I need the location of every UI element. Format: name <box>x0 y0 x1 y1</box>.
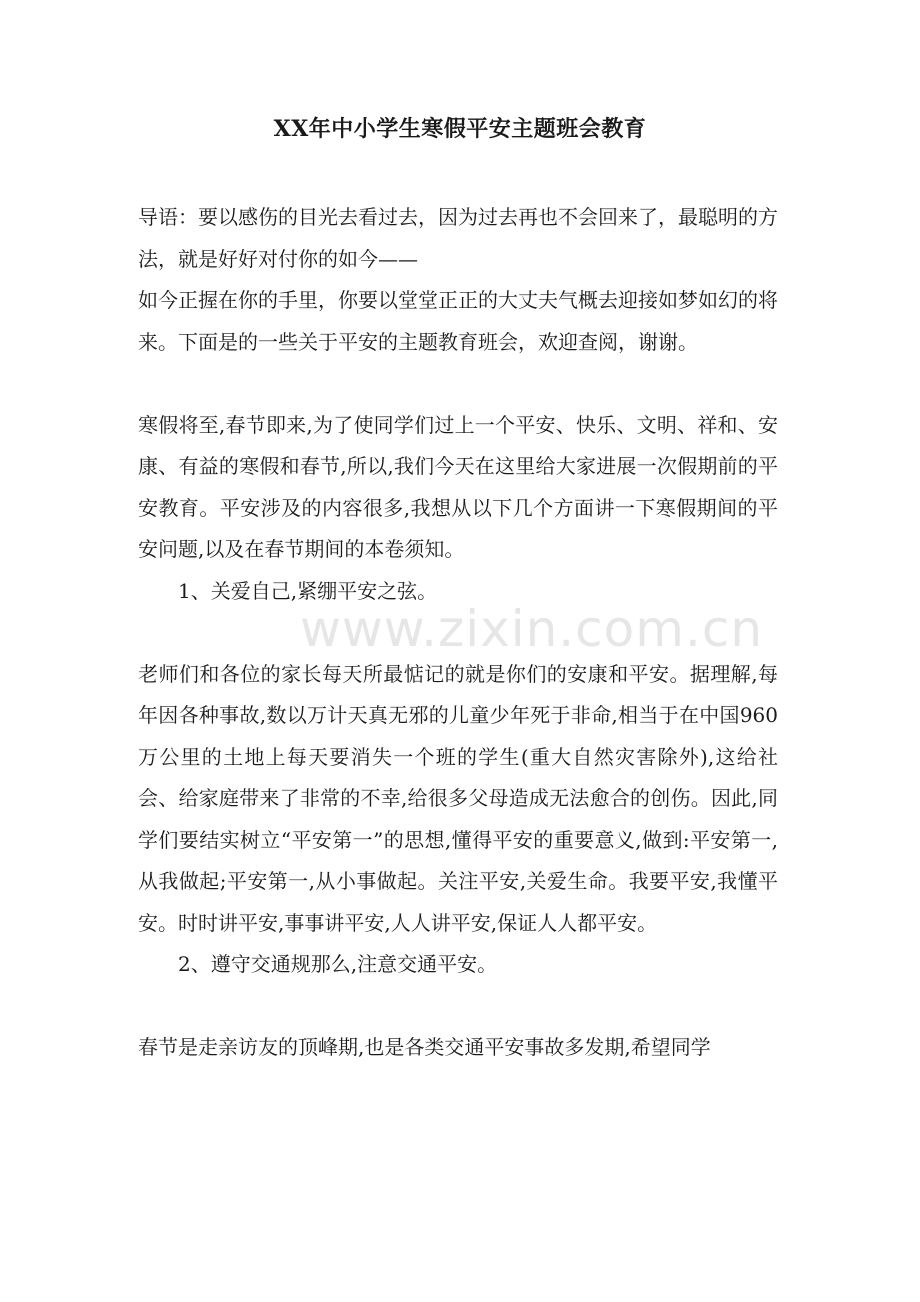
body-paragraph-1: 老师们和各位的家长每天所最惦记的就是你们的安康和平安。据理解,每年因各种事故,数以万计天真无邪的儿童少年死于非命,相当于在中国960万公里的土地上每天要消失一个班的学生(重大自然灾害除外),这给社会、给家庭带来了非常的不幸,给很多父母造成无法愈合的创伤。因此,同学们要结实树立“平安第一”的思想,懂得平安的重要意义,做到:平安第一,从我做起;平安第一,从小事做起。关注平安,关爱生命。我要平安,我懂平安。时时讲平安,事事讲平安,人人讲平安,保证人人都平安。 <box>138 661 778 935</box>
intro-paragraph-1: 导语：要以感伤的目光去看过去，因为过去再也不会回来了，最聪明的方法，就是好好对付你的如今—— <box>138 205 778 271</box>
watermark: www.zixin.com.cn <box>300 600 764 658</box>
paragraph-gap <box>138 363 778 405</box>
section-heading-2: 2、遵守交通规那么,注意交通平安。 <box>178 952 498 976</box>
document-body <box>138 197 778 1069</box>
paragraph-gap <box>138 986 778 1028</box>
section-heading-1: 1、关爱自己,紧绷平安之弦。 <box>178 578 438 603</box>
body-paragraph-intro: 寒假将至,春节即来,为了使同学们过上一个平安、快乐、文明、祥和、安康、有益的寒假和春节,所以,我们今天在这里给大家进展一次假期前的平安教育。平安涉及的内容很多,我想从以下几个方面讲一下寒假期间的平安问题,以及在春节期间的本卷须知。 <box>138 412 778 561</box>
intro-paragraph-2: 如今正握在你的手里，你要以堂堂正正的大丈夫气概去迎接如梦如幻的将来。下面是的一些关于平安的主题教育班会，欢迎查阅，谢谢。 <box>138 288 778 354</box>
paragraph-gap <box>138 612 778 654</box>
document-title: XX年中小学生寒假平安主题班会教育 <box>273 116 647 142</box>
body-paragraph-2: 春节是走亲访友的顶峰期,也是各类交通平安事故多发期,希望同学 <box>138 1035 711 1059</box>
